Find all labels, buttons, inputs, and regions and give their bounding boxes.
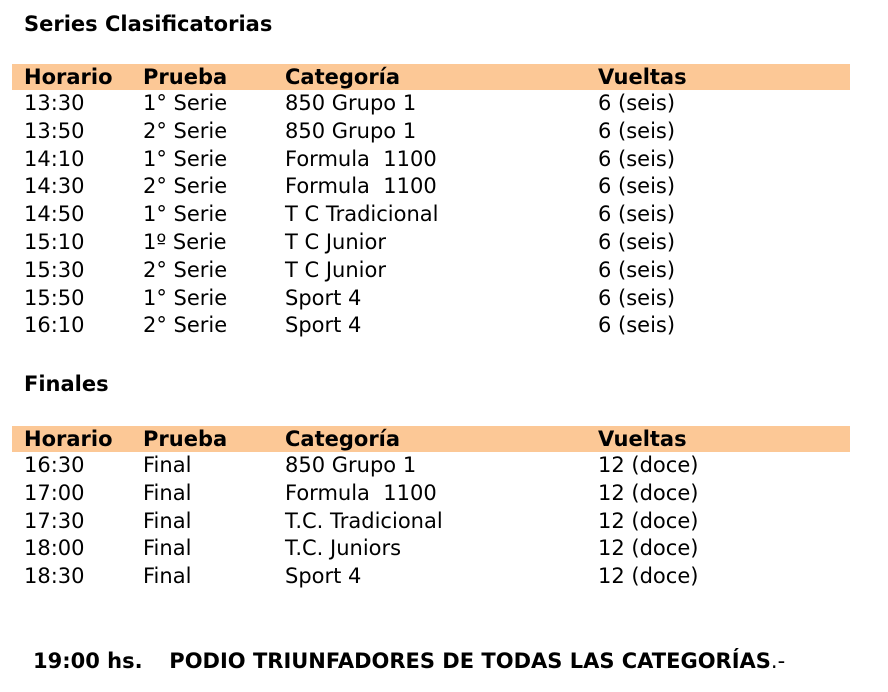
cell-horario: 14:50 [24, 202, 85, 227]
footer-suffix: .- [770, 649, 786, 673]
header-vueltas: Vueltas [598, 65, 687, 89]
cell-horario: 16:30 [24, 453, 85, 477]
cell-vueltas: 6 (seis) [598, 118, 676, 143]
cell-vueltas: 12 (doce) [598, 480, 699, 505]
cell-vueltas: 12 (doce) [598, 453, 699, 477]
table-header [12, 64, 850, 90]
header-horario: Horario [24, 427, 113, 451]
cell-horario: 14:10 [24, 146, 85, 171]
table-body [12, 90, 850, 340]
cell-categoria: Formula 1100 [285, 174, 437, 199]
cell-categoria: T C Junior [285, 229, 386, 254]
cell-prueba: Final [143, 508, 192, 533]
cell-vueltas: 6 (seis) [598, 257, 676, 282]
cell-prueba: 1º Serie [143, 229, 227, 254]
cell-vueltas: 12 (doce) [598, 564, 699, 589]
cell-horario: 13:30 [24, 91, 85, 115]
cell-categoria: T C Tradicional [285, 202, 439, 227]
cell-prueba: 1° Serie [143, 285, 228, 310]
cell-vueltas: 12 (doce) [598, 536, 699, 561]
cell-prueba: Final [143, 536, 192, 561]
table-row [12, 535, 850, 563]
cell-prueba: 1° Serie [143, 91, 228, 115]
cell-categoria: Sport 4 [285, 313, 362, 338]
table-row [12, 257, 850, 285]
cell-horario: 18:30 [24, 564, 85, 589]
table-row [12, 480, 850, 508]
header-vueltas: Vueltas [598, 427, 687, 451]
header-categoria: Categoría [285, 427, 401, 451]
cell-horario: 15:50 [24, 285, 85, 310]
cell-prueba: 2° Serie [143, 174, 228, 199]
table-row [12, 312, 850, 340]
cell-categoria: Formula 1100 [285, 146, 437, 171]
table-row [12, 201, 850, 229]
cell-vueltas: 6 (seis) [598, 91, 676, 115]
cell-horario: 15:10 [24, 229, 85, 254]
cell-vueltas: 6 (seis) [598, 202, 676, 227]
table-row [12, 118, 850, 146]
table-row [12, 173, 850, 201]
cell-horario: 14:30 [24, 174, 85, 199]
footer-text: PODIO TRIUNFADORES DE TODAS LAS CATEGORÍAS [169, 649, 771, 673]
cell-categoria: Sport 4 [285, 285, 362, 310]
cell-categoria: Sport 4 [285, 564, 362, 589]
table-row [12, 146, 850, 174]
cell-categoria: Formula 1100 [285, 480, 437, 505]
cell-prueba: Final [143, 453, 192, 477]
cell-horario: 18:00 [24, 536, 85, 561]
table-header [12, 426, 850, 452]
header-prueba: Prueba [143, 65, 228, 89]
cell-horario: 16:10 [24, 313, 85, 338]
cell-horario: 17:00 [24, 480, 85, 505]
cell-vueltas: 6 (seis) [598, 146, 676, 171]
cell-prueba: 1° Serie [143, 146, 228, 171]
table-row [12, 229, 850, 257]
cell-prueba: Final [143, 564, 192, 589]
cell-categoria: 850 Grupo 1 [285, 91, 417, 115]
table-row [12, 90, 850, 118]
cell-categoria: T.C. Tradicional [285, 508, 443, 533]
table-row [12, 508, 850, 536]
finales-table [12, 426, 850, 591]
cell-prueba: 2° Serie [143, 257, 228, 282]
cell-horario: 15:30 [24, 257, 85, 282]
cell-categoria: T C Junior [285, 257, 386, 282]
cell-horario: 17:30 [24, 508, 85, 533]
table-row [12, 452, 850, 480]
cell-horario: 13:50 [24, 118, 85, 143]
cell-vueltas: 6 (seis) [598, 174, 676, 199]
series-table [12, 64, 850, 340]
series-title: Series Clasificatorias [24, 12, 273, 36]
table-body [12, 452, 850, 591]
cell-categoria: 850 Grupo 1 [285, 118, 417, 143]
header-prueba: Prueba [143, 427, 228, 451]
header-categoria: Categoría [285, 65, 401, 89]
podium-footer [33, 647, 785, 675]
finales-title: Finales [24, 372, 109, 396]
cell-prueba: Final [143, 480, 192, 505]
cell-vueltas: 6 (seis) [598, 285, 676, 310]
cell-vueltas: 12 (doce) [598, 508, 699, 533]
table-row [12, 285, 850, 313]
cell-prueba: 2° Serie [143, 313, 228, 338]
footer-time: 19:00 hs. [33, 649, 143, 673]
table-row [12, 563, 850, 591]
cell-prueba: 2° Serie [143, 118, 228, 143]
header-horario: Horario [24, 65, 113, 89]
cell-categoria: 850 Grupo 1 [285, 453, 417, 477]
cell-prueba: 1° Serie [143, 202, 228, 227]
cell-vueltas: 6 (seis) [598, 229, 676, 254]
cell-vueltas: 6 (seis) [598, 313, 676, 338]
cell-categoria: T.C. Juniors [285, 536, 402, 561]
